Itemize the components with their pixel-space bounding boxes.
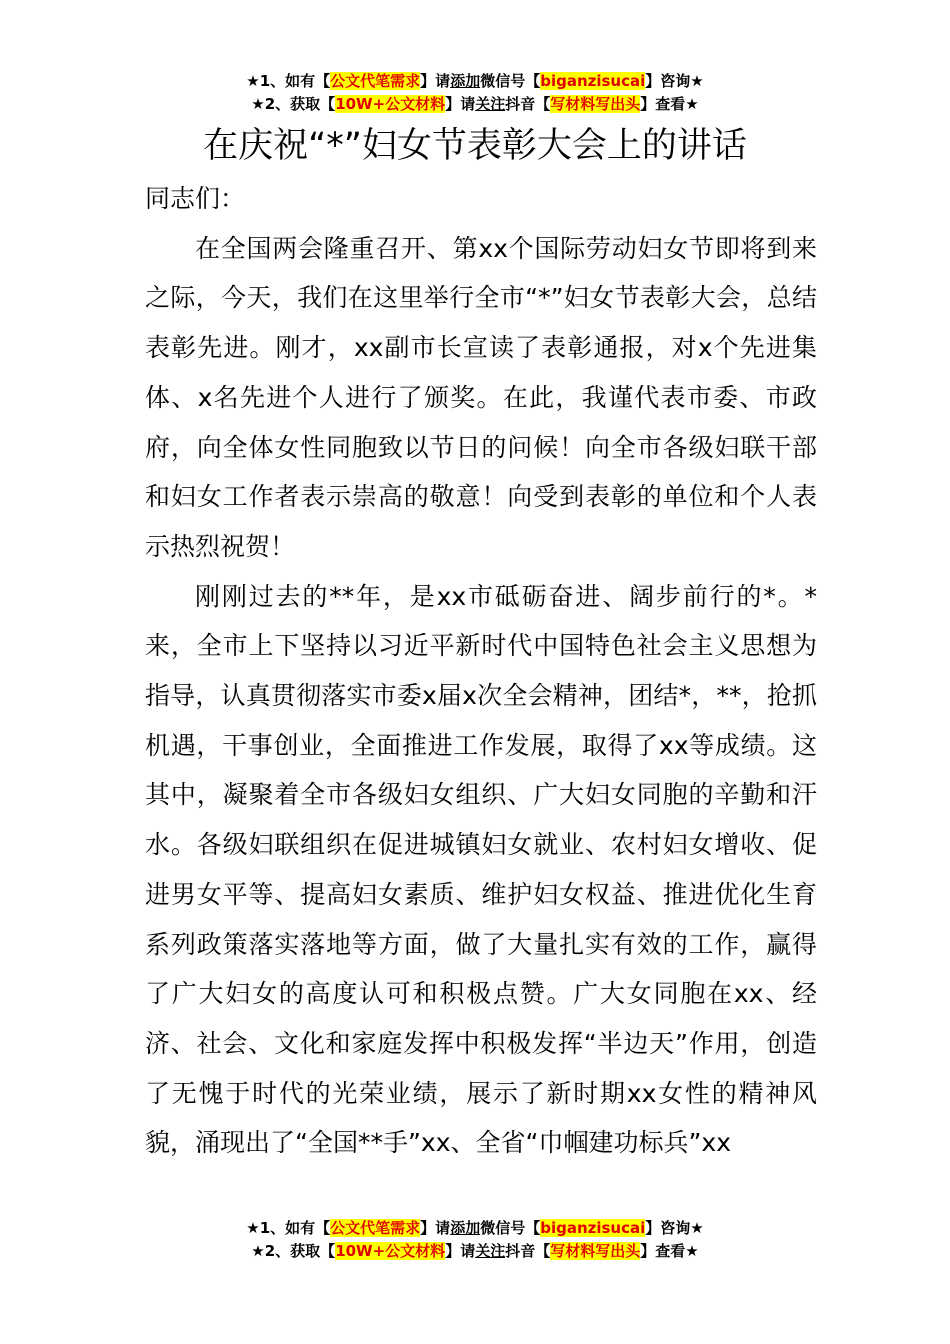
promo-text: 】请	[445, 1242, 476, 1260]
promo-line-2	[0, 1240, 950, 1263]
promo-text: 抖音【	[505, 95, 551, 113]
promo-underlined: 关注	[475, 1242, 506, 1260]
promo-highlight: 10W+公文材料	[335, 1242, 446, 1260]
promo-text: 】请	[420, 72, 451, 90]
promo-underlined: 添加	[450, 72, 481, 90]
promo-text: ★2、获取【	[251, 1242, 336, 1260]
promo-text: 】咨询★	[645, 1219, 704, 1237]
promo-highlight: 公文代笔需求	[330, 72, 421, 90]
promo-highlight: 公文代笔需求	[330, 1219, 421, 1237]
promo-text: 】查看★	[640, 95, 699, 113]
promo-line-1	[0, 70, 950, 93]
paragraph: 刚刚过去的**年，是xx市砥砺奋进、阔步前行的*。*来，全市上下坚持以习近平新时代中国特色社会主义思想为指导，认真贯彻落实市委x届x次全会精神，团结*，**，抢抓机遇，干事创业，全面推进工作发展，取得了xx等成绩。这其中，凝聚着全市各级妇女组织、广大妇女同胞的辛勤和汗水。各级妇联组织在促进城镇妇女就业、农村妇女增收、促进男女平等、提高妇女素质、维护妇女权益、推进优化生育系列政策落实落地等方面，做了大量扎实有效的工作，赢得了广大妇女的高度认可和积极点赞。广大女同胞在xx、经济、社会、文化和家庭发挥中积极发挥“半边天”作用，创造了无愧于时代的光荣业绩，展示了新时期xx女性的精神风貌，涌现出了“全国**手”xx、全省“巾帼建功标兵”xx	[145, 581, 817, 1158]
document-body	[145, 174, 817, 1168]
promo-douyin-name: 写材料写出头	[550, 95, 641, 113]
promo-line-2	[0, 93, 950, 116]
document-title: 在庆祝“*”妇女节表彰大会上的讲话	[203, 126, 747, 166]
promo-underlined: 添加	[450, 1219, 481, 1237]
promo-text: 】查看★	[640, 1242, 699, 1260]
promo-text: ★1、如有【	[246, 72, 331, 90]
promo-text: 微信号【	[480, 1219, 541, 1237]
promo-text: 抖音【	[505, 1242, 551, 1260]
promo-line-1	[0, 1217, 950, 1240]
promo-text: 】请	[445, 95, 476, 113]
promo-banner-top	[0, 70, 950, 116]
promo-text: ★1、如有【	[246, 1219, 331, 1237]
promo-text: 微信号【	[480, 72, 541, 90]
promo-text: 】请	[420, 1219, 451, 1237]
promo-text: ★2、获取【	[251, 95, 336, 113]
promo-underlined: 关注	[475, 95, 506, 113]
paragraph: 在全国两会隆重召开、第xx个国际劳动妇女节即将到来之际，今天，我们在这里举行全市“*”妇女节表彰大会，总结表彰先进。刚才，xx副市长宣读了表彰通报，对x个先进集体、x名先进个人进行了颁奖。在此，我谨代表市委、市政府，向全体女性同胞致以节日的问候！向全市各级妇联干部和妇女工作者表示崇高的敬意！向受到表彰的单位和个人表示热烈祝贺！	[145, 233, 817, 561]
promo-douyin-name: 写材料写出头	[550, 1242, 641, 1260]
promo-highlight: 10W+公文材料	[335, 95, 446, 113]
salutation: 同志们：	[145, 184, 246, 213]
promo-banner-bottom	[0, 1217, 950, 1263]
promo-text: 】咨询★	[645, 72, 704, 90]
promo-wechat-id: biganzisucai	[540, 72, 646, 90]
promo-wechat-id: biganzisucai	[540, 1219, 646, 1237]
